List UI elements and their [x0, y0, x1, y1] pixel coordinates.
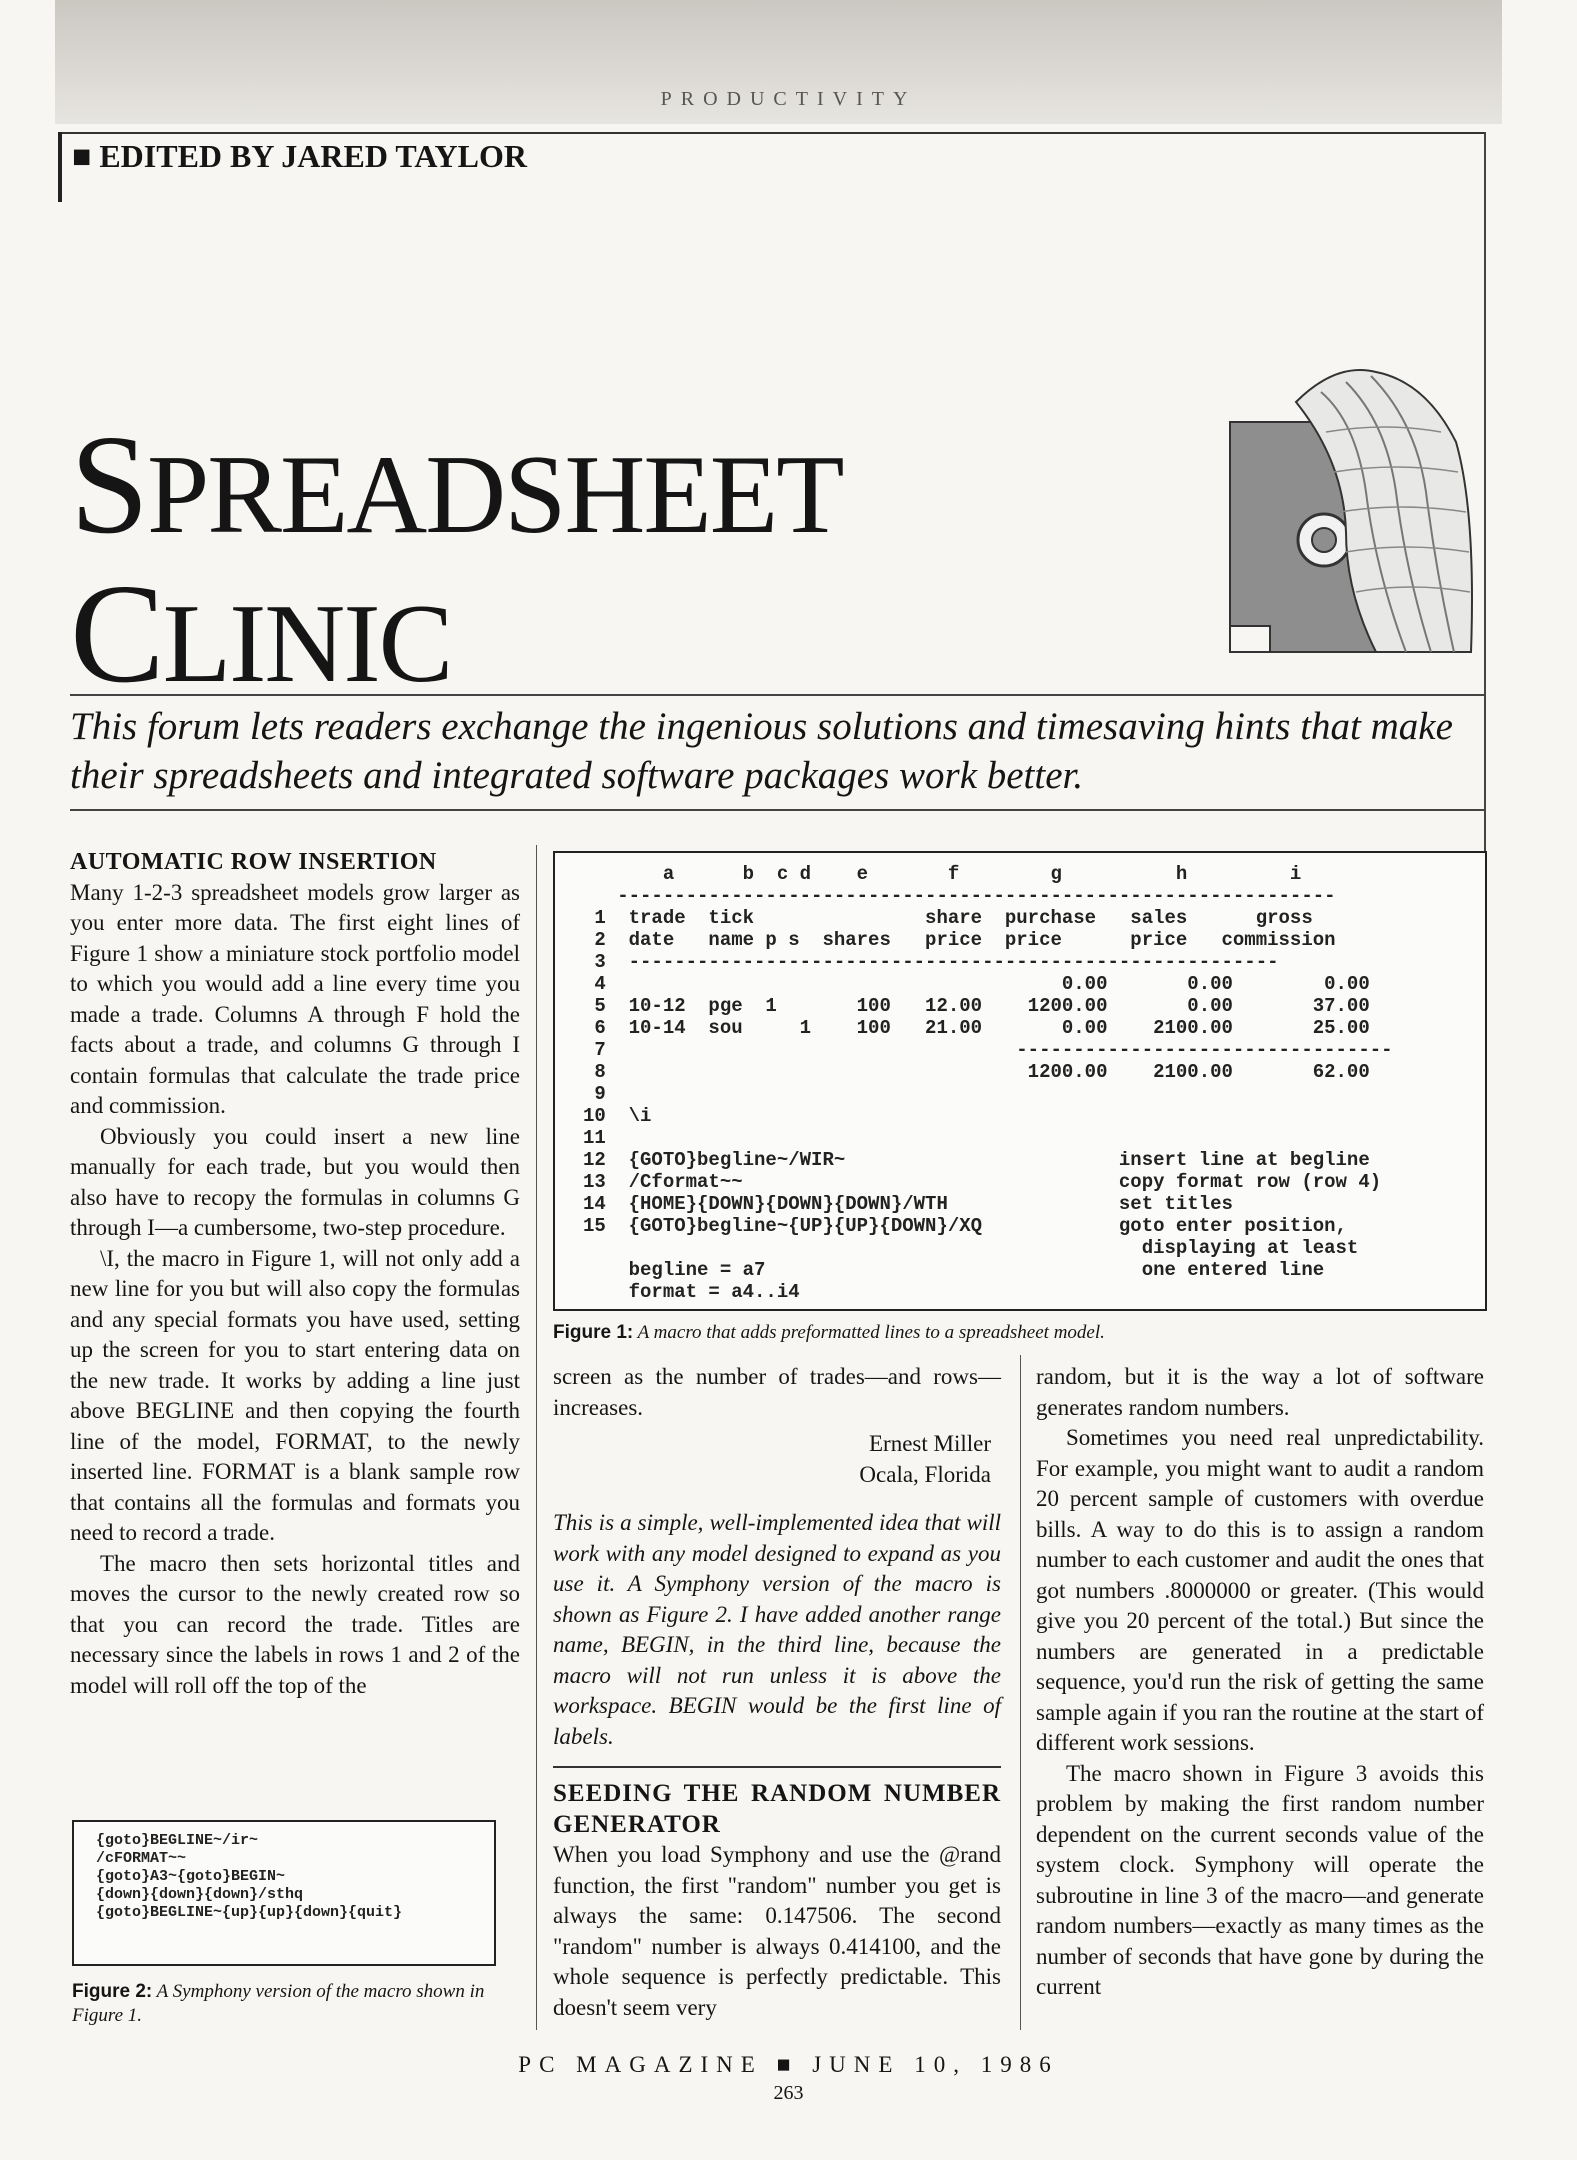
article2-heading: SEEDING THE RANDOM NUMBER GENERATOR — [553, 1780, 1001, 1838]
article1-paragraph-3: \I, the macro in Figure 1, will not only add a new line for you but will also copy the formulas and any special formats you have used, setting up the screen for you to start entering data on the new trade. It works by adding a line just above BEGLINE and then copying the fourth line of the model, FORMAT, to the newly inserted line. FORMAT is a blank sample row that contains all the formulas and formats you need to record a trade. — [70, 1245, 520, 1545]
section-label: PRODUCTIVITY — [660, 88, 917, 110]
article2-paragraph-2: random, but it is the way a lot of software generates random numbers. — [1036, 1364, 1484, 1420]
frame-right-rule — [1484, 132, 1486, 892]
figure-2-caption: Figure 2: A Symphony version of the macro shown in Figure 1. — [72, 1981, 485, 2026]
article2-paragraph-3: Sometimes you need real unpredictability. For example, you might want to audit a random 20 percent sample of customers with overdue bills. A way to do this is to assign a random number to each customer and audit the ones that got numbers .8000000 or greater. (This would give you 20 percent of the total.) But since the numbers are generated in a predictable sequence, you'd run the risk of getting the same sample again if you ran the routine at the start of different work sessions. — [1036, 1425, 1484, 1755]
deck-text: This forum lets readers exchange the ingenious solutions and timesaving hints that make their spreadsheets and integrated software packages work better. — [70, 705, 1453, 797]
figure-1-listing: a b c d e f g h i --------------------------------------------------------------- 1 trade tick share purchase sales gross 2 date name p s shares price price price commission 3 --------------------------------------------------------- 4 0.00 0.00 0.00 5 10-12 pge 1 100 12.00 1200.00 0.00 37.00 6 10-14 sou 1 100 21.00 0.00 2100.00 25.00 7 --------------------------------- 8 1200.00 2100.00 62.00 9 10 \i 11 12 {GOTO}begline~/WIR~ insert line at begline 13 /Cformat~~ copy format row (row 4) 14 {HOME}{DOWN}{DOWN}{DOWN}/WTH set titles 15 {GOTO}begline~{UP}{UP}{DOWN}/XQ goto enter position, displaying at least begline = a7 one entered line format = a4..i4 — [583, 863, 1393, 1303]
floppy-disk-illustration — [1226, 362, 1476, 662]
figure-1-box — [553, 851, 1487, 1311]
figure-2-listing: {goto}BEGLINE~/ir~ /cFORMAT~~ {goto}A3~{goto}BEGIN~ {down}{down}{down}/sthq {goto}BEGLINE~{up}{up}{down}{quit} — [96, 1832, 403, 1921]
author-name: Ernest Miller — [869, 1431, 991, 1456]
editor-note: This is a simple, well-implemented idea that will work with any model designed to expand as you use it. A Symphony version of the macro is shown as Figure 2. I have added another range name, BEGIN, in the third line, because the macro will not run unless it is above the workspace. BEGIN would be the first line of labels. — [553, 1510, 1001, 1749]
page-number: 263 — [773, 2082, 804, 2104]
title-line-2: CLINIC — [70, 554, 452, 712]
article2-paragraph-1: When you load Symphony and use the @rand function, the first "random" number you get is always the same: 0.147506. The second "random" number is always 0.414100, and the whole sequence is perfectly predictable. This doesn't seem very — [553, 1842, 1001, 2020]
article1-paragraph-4: The macro then sets horizontal titles and moves the cursor to the newly created row so that you can record the trade. Titles are necessary since the labels in rows 1 and 2 of the model will roll off the top of the — [70, 1550, 520, 1698]
article2-paragraph-4: The macro shown in Figure 3 avoids this problem by making the first random number dependent on the current seconds value of the system clock. Symphony will operate the subroutine in line 3 of the macro—and generate random numbers—exactly as many times as the number of seconds that have gone by during the current — [1036, 1760, 1484, 1999]
article1-column-1 — [70, 847, 520, 1701]
article-column-2 — [553, 1362, 1001, 2023]
column-rule-1 — [536, 845, 537, 2030]
article1-paragraph-1: Many 1-2-3 spreadsheet models grow larger as you enter more data. The first eight lines of Figure 1 show a miniature stock portfolio model to which you would add a line every time you made a trade. Columns A through F hold the facts about a trade, and columns G through I contain formulas that calculate the trade price and commission. — [70, 879, 520, 1118]
article1-paragraph-5: screen as the number of trades—and rows—increases. — [553, 1364, 1001, 1420]
article1-heading: AUTOMATIC ROW INSERTION — [70, 849, 437, 875]
deck-rule-top — [70, 694, 1484, 696]
footer-magazine: PC MAGAZINE ■ JUNE 10, 1986 — [518, 2052, 1059, 2077]
figure-2-box — [72, 1820, 496, 1966]
article1-paragraph-2: Obviously you could insert a new line manually for each trade, but you would then also have to recopy the formulas in columns G through I—a cumbersome, two-step procedure. — [70, 1123, 520, 1240]
author-location: Ocala, Florida — [859, 1461, 991, 1487]
deck-rule-bottom — [70, 809, 1484, 811]
article-column-3 — [1036, 1362, 1484, 2003]
figure-1-caption: Figure 1: A macro that adds preformatted lines to a spreadsheet model. — [553, 1322, 1105, 1343]
frame-top-rule — [58, 132, 1484, 134]
editor-credit: ■ EDITED BY JARED TAYLOR — [72, 138, 527, 174]
title-line-1: SPREADSHEET — [70, 405, 843, 563]
column-rule-2 — [1020, 1355, 1021, 2030]
article2-rule — [553, 1766, 1001, 1768]
frame-left-rule — [58, 132, 62, 202]
page-title — [70, 405, 843, 713]
